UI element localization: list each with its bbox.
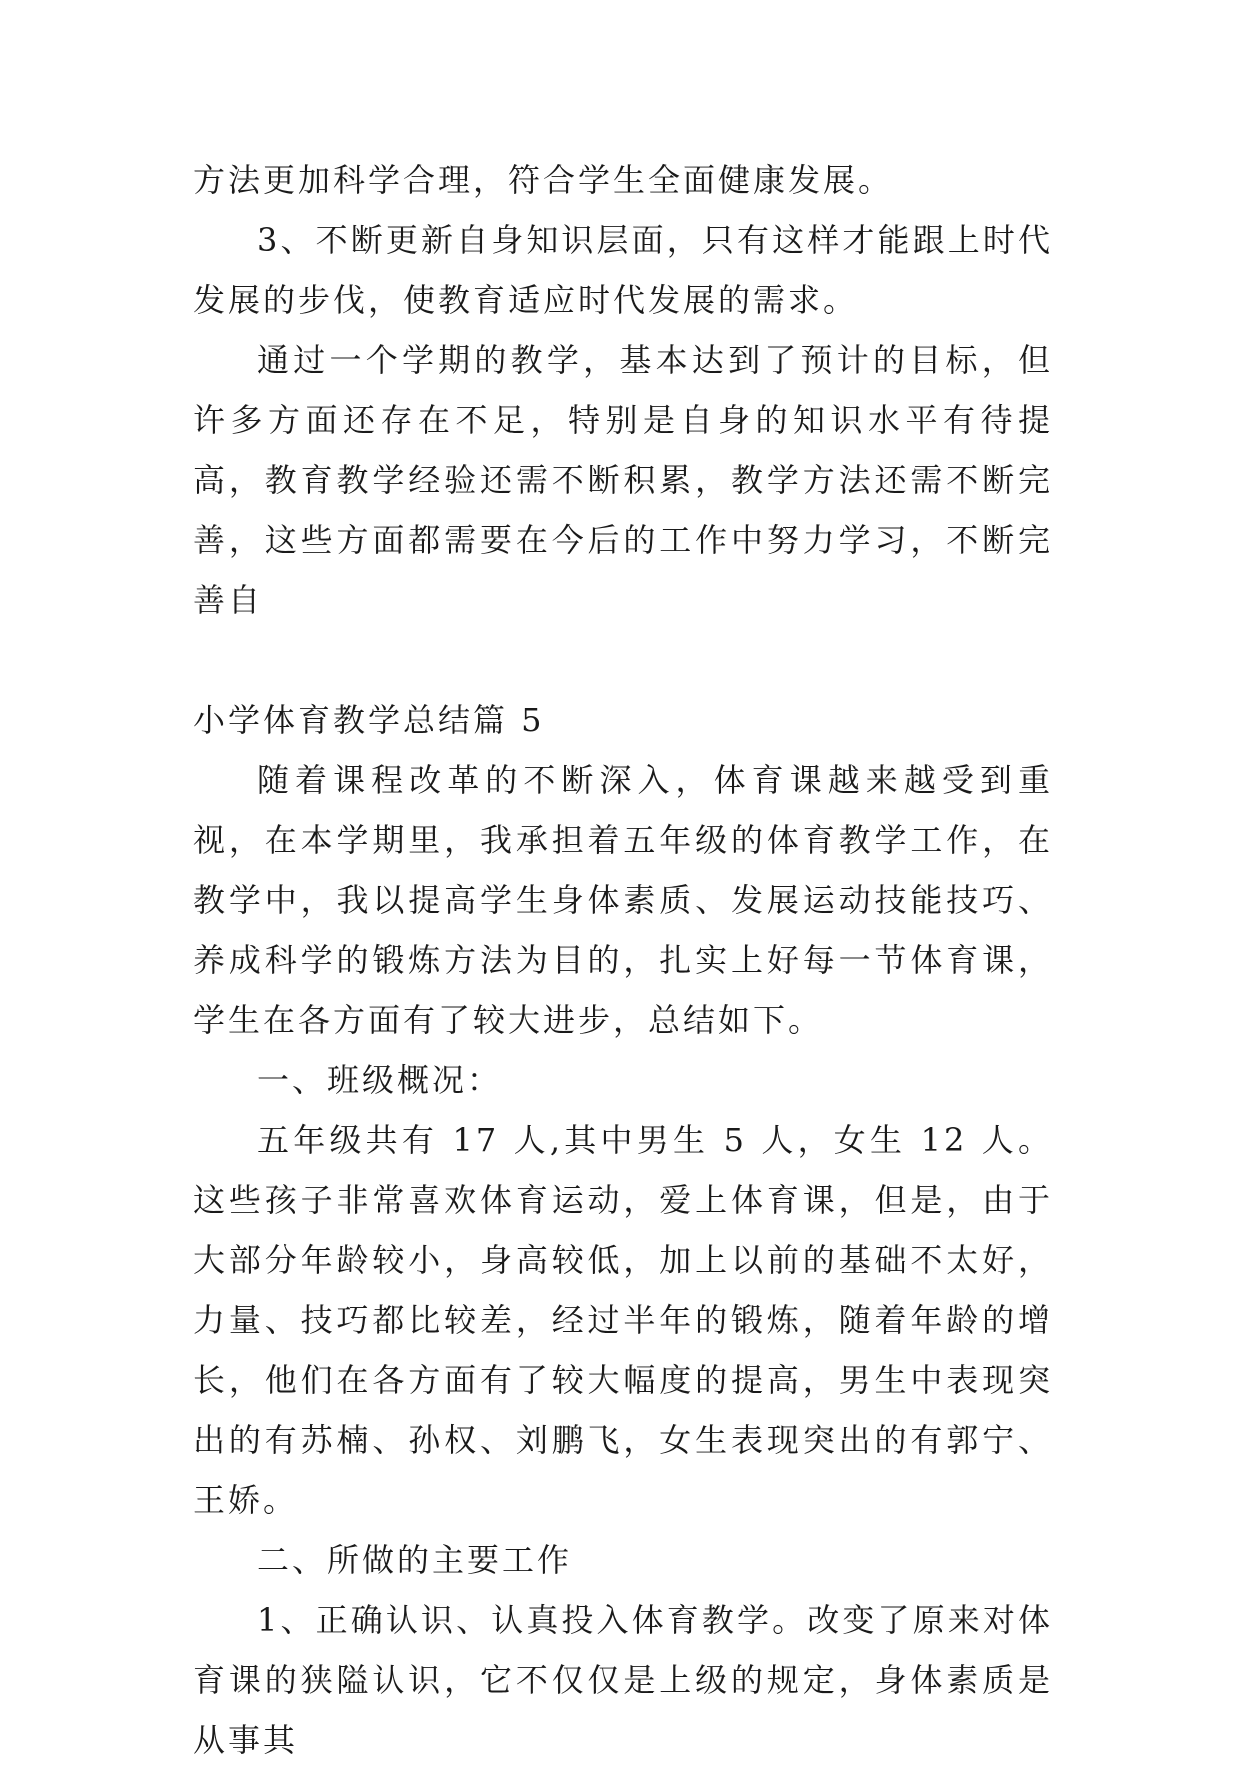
section-paragraph-3: 1、正确认识、认真投入体育教学。改变了原来对体育课的狭隘认识，它不仅仅是上级的规定，身体素质是从事其 <box>193 1601 1053 1759</box>
section-paragraph-2: 五年级共有 17 人,其中男生 5 人，女生 12 人。这些孩子非常喜欢体育运动，爱上体育课，但是，由于大部分年龄较小，身高较低，加上以前的基础不太好，力量、技巧都比较差，经过半年的锻炼，随着年龄的增长，他们在各方面有了较大幅度的提高，男生中表现突出的有苏楠、孙权、刘鹏飞，女生表现突出的有郭宁、王娇。 <box>193 1121 1053 1519</box>
section-paragraph-1: 随着课程改革的不断深入，体育课越来越受到重视，在本学期里，我承担着五年级的体育教学工作，在教学中，我以提高学生身体素质、发展运动技能技巧、养成科学的锻炼方法为目的，扎实上好每一节体育课，学生在各方面有了较大进步，总结如下。 <box>193 761 1053 1039</box>
paragraph-1: 方法更加科学合理，符合学生全面健康发展。 <box>193 161 894 199</box>
paragraph-2: 3、不断更新自身知识层面，只有这样才能跟上时代发展的步伐，使教育适应时代发展的需求。 <box>193 221 1053 319</box>
paragraph-3: 通过一个学期的教学，基本达到了预计的目标，但许多方面还存在不足，特别是自身的知识水平有待提高，教育教学经验还需不断积累，教学方法还需不断完善，这些方面都需要在今后的工作中努力学习，不断完善自 <box>193 341 1053 619</box>
section-title: 小学体育教学总结篇 5 <box>193 701 545 739</box>
document-body <box>193 150 1053 1770</box>
heading-class-overview: 一、班级概况： <box>257 1061 503 1099</box>
heading-main-work: 二、所做的主要工作 <box>257 1541 573 1579</box>
